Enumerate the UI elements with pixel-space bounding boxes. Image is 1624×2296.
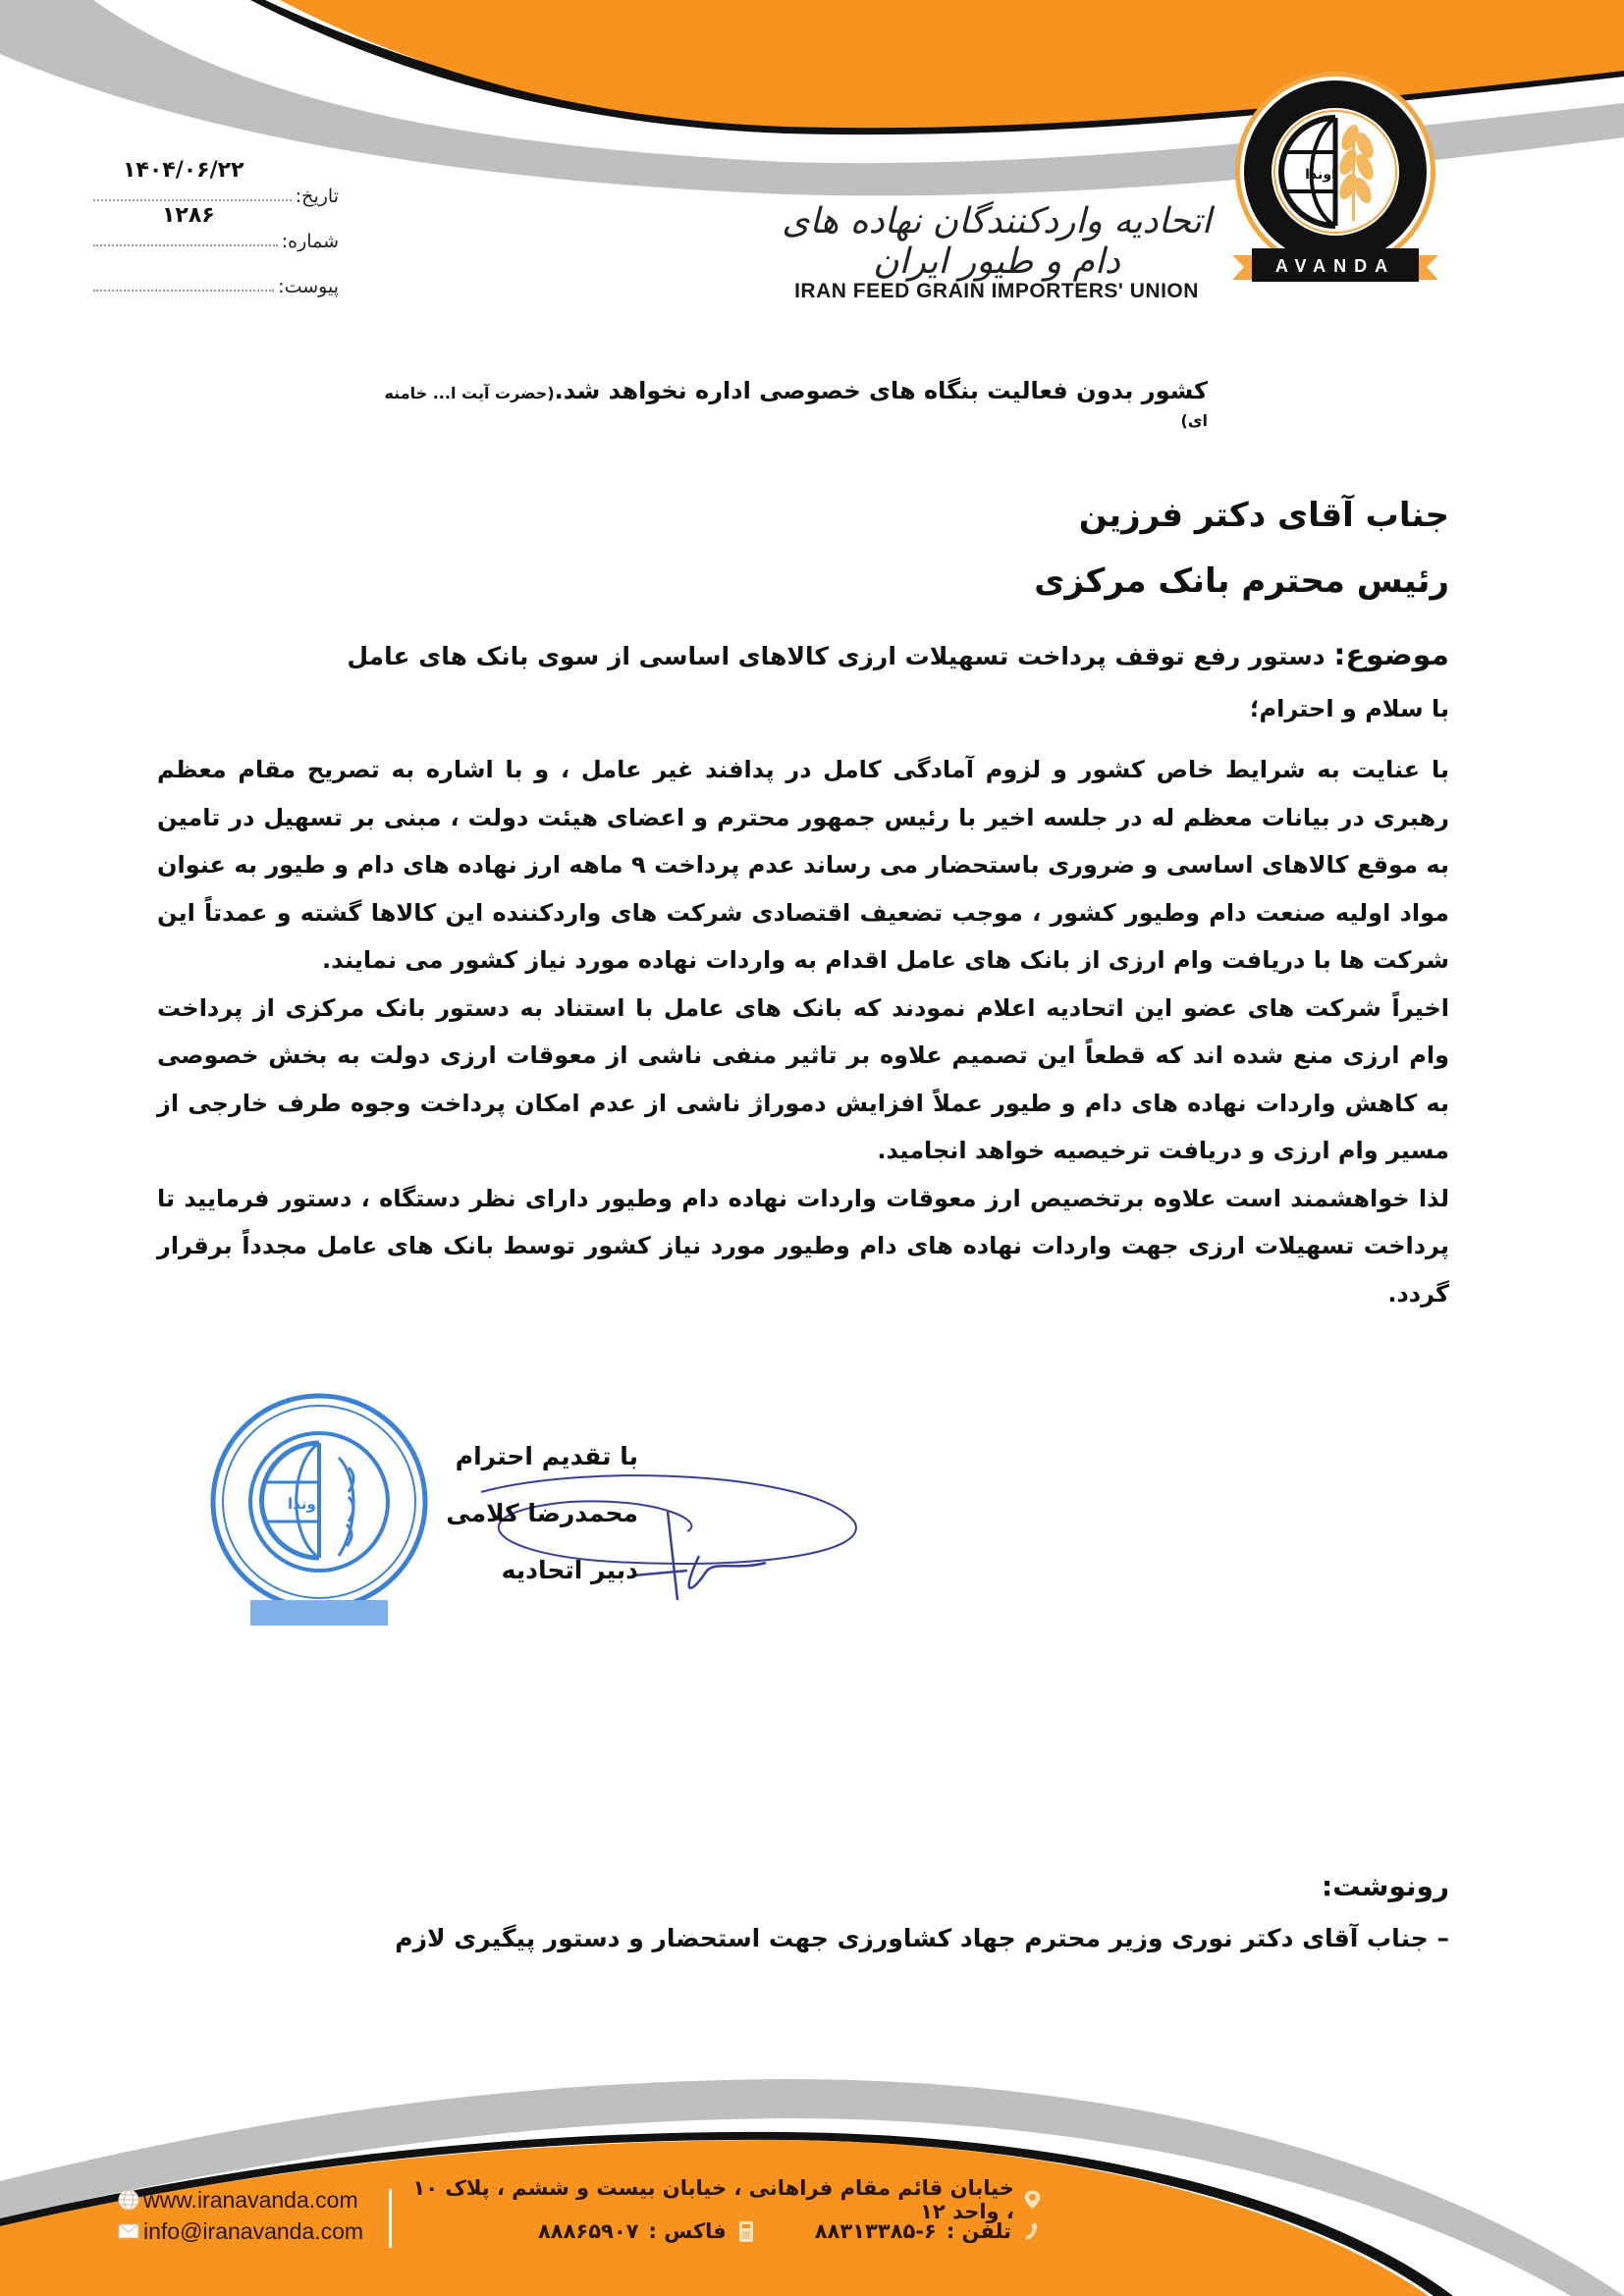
subject-line bbox=[173, 638, 1449, 672]
logo-center-text: اوندا bbox=[1305, 167, 1336, 183]
closing-text: با تقدیم احترام bbox=[455, 1442, 638, 1470]
quote-attribution: (حضرت آیت ا... خامنه ای) bbox=[384, 384, 1208, 430]
letter-body bbox=[157, 746, 1449, 1317]
signer-title: دبیر اتحادیه bbox=[501, 1556, 638, 1584]
footer-contact-online bbox=[118, 2184, 363, 2247]
date-value: ۱۴۰۴/۰۶/۲۲ bbox=[123, 158, 244, 183]
mail-icon bbox=[118, 2220, 139, 2242]
footer-email-row bbox=[118, 2216, 363, 2247]
union-stamp bbox=[201, 1389, 437, 1629]
logo-banner-text: AVANDA bbox=[1274, 256, 1396, 276]
location-pin-icon bbox=[1024, 2188, 1041, 2212]
footer-website[interactable]: www.iranavanda.com bbox=[143, 2186, 358, 2213]
attachment-line bbox=[93, 289, 274, 292]
signer-name: محمدرضا کلامی bbox=[446, 1499, 638, 1527]
body-paragraph-3-plain: لذا خواهشمند است علاوه برتخصیص ارز معوقات واردات نهاده دام وطیور دارای نظر دستگاه ، bbox=[352, 1184, 1450, 1212]
cc-item: – جناب آقای دکتر نوری وزیر محترم جهاد کشاورزی جهت استحضار و دستور پیگیری لازم bbox=[395, 1924, 1449, 1952]
footer-email[interactable]: info@iranavanda.com bbox=[143, 2217, 364, 2244]
footer-website-row bbox=[118, 2184, 363, 2216]
body-paragraph-1: با عنایت به شرایط خاص کشور و لزوم آمادگی کامل در پدافند غیر عامل ، و با اشاره به تصریح مقام معظم رهبری در بیانات معظم له در جلسه اخیر با رئیس جمهور محترم و اعضای هیئت دولت ، مبنی بر تسهیل در تامین به موقع کالاهای اساسی و ضروری باستحضار می رساند عدم پرداخت ۹ ماهه ارز نهاده های دام و طیور به عنوان مواد اولیه صنعت دام وطیور کشور ، موجب تضعیف اقتصادی شرکت های واردکننده این کالاها گشته و عمدتاً این شرکت ها با دریافت وام ارزی از بانک های عامل اقدام به واردات نهاده مورد نیاز کشور می نمایند. bbox=[157, 756, 1449, 974]
fax-icon bbox=[736, 2219, 756, 2243]
subject-label: موضوع: bbox=[1333, 638, 1449, 672]
footer-fax: ۸۸۸۶۵۹۰۷ bbox=[537, 2219, 639, 2243]
number-value: ۱۲۸۶ bbox=[162, 203, 215, 228]
number-line bbox=[93, 243, 278, 246]
phone-icon bbox=[1021, 2219, 1041, 2243]
letter-meta bbox=[93, 158, 339, 297]
org-name-fa: اتحادیه واردکنندگان نهاده های دام و طیور ایران bbox=[782, 201, 1212, 282]
attachment-label: پیوست: bbox=[278, 276, 339, 297]
greeting: با سلام و احترام؛ bbox=[1249, 695, 1449, 722]
number-row bbox=[93, 203, 339, 252]
date-row bbox=[93, 158, 339, 207]
footer-phone: ۸۸۳۱۳۳۸۵-۶ bbox=[814, 2219, 937, 2243]
body-paragraph-3 bbox=[157, 1175, 1449, 1318]
cc-label: رونوشت: bbox=[1322, 1870, 1449, 1902]
footer-address: خیابان قائم مقام فراهانی ، خیابان بیست و ششم ، پلاک ۱۰ ، واحد ۱۲ bbox=[412, 2176, 1014, 2223]
attachment-row bbox=[93, 252, 339, 297]
number-label: شماره: bbox=[281, 231, 339, 252]
footer-divider bbox=[389, 2189, 392, 2248]
org-name-en: IRAN FEED GRAIN IMPORTERS' UNION bbox=[794, 280, 1199, 302]
footer-contact-postal bbox=[412, 2176, 1041, 2247]
signature-block bbox=[432, 1428, 638, 1599]
quote-text: کشور بدون فعالیت بنگاه های خصوصی اداره نخواهد شد. bbox=[554, 377, 1208, 404]
recipient-title: رئیس محترم بانک مرکزی bbox=[1034, 561, 1449, 601]
footer-phone-label: تلفن : bbox=[946, 2219, 1011, 2243]
subject-text: دستور رفع توقف پرداخت تسهیلات ارزی کالاهای اساسی از سوی بانک های عامل bbox=[347, 642, 1326, 670]
date-line bbox=[93, 198, 292, 201]
union-logo bbox=[1222, 69, 1448, 304]
globe-icon bbox=[118, 2189, 139, 2211]
leader-quote bbox=[373, 377, 1208, 432]
recipient-name: جناب آقای دکتر فرزین bbox=[1078, 496, 1449, 535]
body-paragraph-2: اخیراً شرکت های عضو این اتحادیه اعلام نمودند که بانک های عامل با استناد به دستور بانک مرکزی از پرداخت وام ارزی منع شده اند که قطعاً این تصمیم علاوه بر تاثیر منفی ناشی از معوقات ارزی دولت به بخش خصوصی به کاهش واردات نهاده های دام و طیور عملاً افزایش دموراژ ناشی از عدم امکان پرداخت وجوه طرف خارجی از مسیر وام ارزی و دریافت ترخیصیه خواهد انجامید. bbox=[157, 993, 1449, 1164]
footer-fax-label: فاکس : bbox=[648, 2219, 727, 2243]
stamp-center-text: اوندا bbox=[288, 1495, 321, 1513]
date-label: تاریخ: bbox=[295, 186, 339, 207]
footer-address-row bbox=[412, 2176, 1041, 2223]
body-paragraph-3-bold: دستور فرمایید تا پرداخت تسهیلات ارزی جهت واردات نهاده های دام وطیور مورد نیاز کشور توسط بانک های عامل مجدداً برقرار گردد. bbox=[157, 1184, 1449, 1308]
